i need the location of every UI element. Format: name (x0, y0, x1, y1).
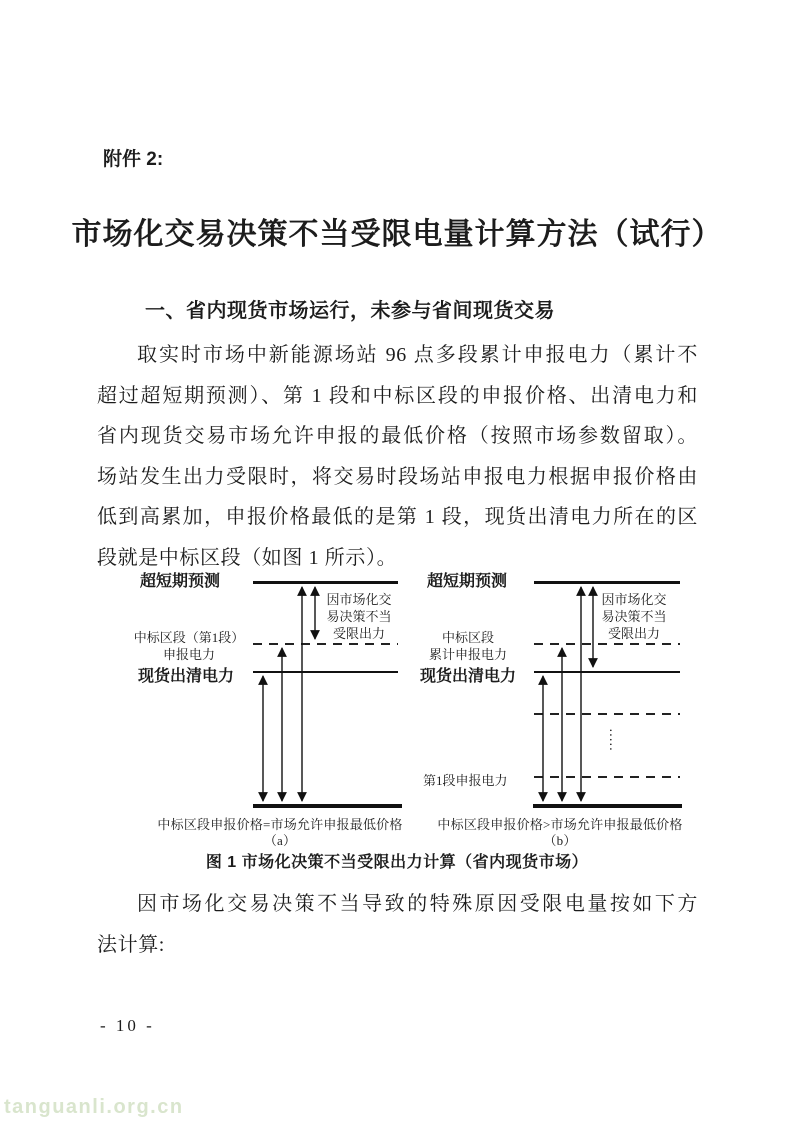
bid-segment-label-b (398, 630, 538, 663)
attachment-label: 附件 2: (103, 149, 164, 170)
body-line-6: 段就是中标区段（如图 1 所示）。 (97, 546, 398, 569)
paragraph-1 (97, 335, 698, 578)
forecast-line-a (253, 581, 398, 584)
sub-label-b: （b） (543, 833, 577, 848)
document-title: 市场化交易决策不当受限电量计算方法（试行） (71, 218, 723, 251)
bid-power-dashed-line-b (534, 643, 680, 645)
middle-dashed-line-b (534, 713, 680, 715)
curtailment-note-b-line1: 因市场化交 (601, 592, 667, 607)
segment1-dashed-line-b (534, 776, 680, 778)
ellipsis-dots: ····· (602, 728, 617, 752)
figure-caption: 图 1 市场化决策不当受限出力计算（省内现货市场） (205, 854, 589, 871)
forecast-label-a: 超短期预测 (140, 573, 221, 590)
baseline-b (533, 804, 682, 808)
bid-segment-label-a (119, 630, 259, 663)
bid-segment-label-b-line1: 中标区段 (441, 630, 494, 645)
bid-segment-label-a-line1: 中标区段（第1段） (133, 630, 245, 645)
curtailment-note-a (320, 591, 398, 642)
clearing-line-b (534, 671, 680, 673)
price-condition-a: 中标区段申报价格=市场允许申报最低价格 (157, 817, 403, 832)
body-line-3: 省内现货交易市场允许申报的最低价格（按照市场参数留取）。 (97, 425, 698, 447)
curtailment-note-b-line3: 受限出力 (607, 626, 660, 641)
body-line-8: 法计算: (97, 933, 165, 956)
paragraph-2 (97, 884, 698, 965)
body-line-1: 取实时市场中新能源场站 96 点多段累计申报电力（累计不 (137, 344, 698, 366)
body-line-4: 场站发生出力受限时，将交易时段场站申报电力根据申报价格由 (97, 465, 698, 488)
segment1-label-b: 第1段申报电力 (423, 773, 508, 788)
forecast-line-b (534, 581, 680, 584)
watermark: tanguanli.org.cn (4, 1096, 184, 1118)
page-number: - 10 - (100, 1016, 155, 1035)
clearing-label-a: 现货出清电力 (138, 668, 235, 685)
section-heading: 一、省内现货市场运行，未参与省间现货交易 (145, 300, 555, 322)
body-line-7: 因市场化交易决策不当导致的特殊原因受限电量按如下方 (137, 893, 698, 915)
curtailment-note-b-line2: 易决策不当 (601, 609, 667, 624)
curtailment-note-a-line1: 因市场化交 (326, 592, 392, 607)
sub-label-a: （a） (263, 833, 297, 848)
clearing-line-a (253, 671, 398, 673)
curtailment-note-a-line3: 受限出力 (332, 626, 385, 641)
bid-segment-label-a-line2: 申报电力 (162, 646, 215, 662)
curtailment-note-a-line2: 易决策不当 (326, 609, 392, 624)
clearing-label-b: 现货出清电力 (420, 668, 517, 685)
figure-1 (0, 568, 794, 850)
baseline-a (253, 804, 402, 808)
body-line-5: 低到高累加，申报价格最低的是第 1 段，现货出清电力所在的区 (97, 506, 698, 528)
curtailment-note-b (597, 591, 671, 642)
price-condition-b: 中标区段申报价格>市场允许申报最低价格 (437, 817, 683, 832)
bid-power-dashed-line-a (253, 643, 398, 645)
forecast-label-b: 超短期预测 (427, 573, 508, 590)
bid-segment-label-b-line2: 累计申报电力 (428, 646, 507, 662)
body-line-2: 超过超短期预测）、第 1 段和中标区段的申报价格、出清电力和 (97, 384, 698, 407)
